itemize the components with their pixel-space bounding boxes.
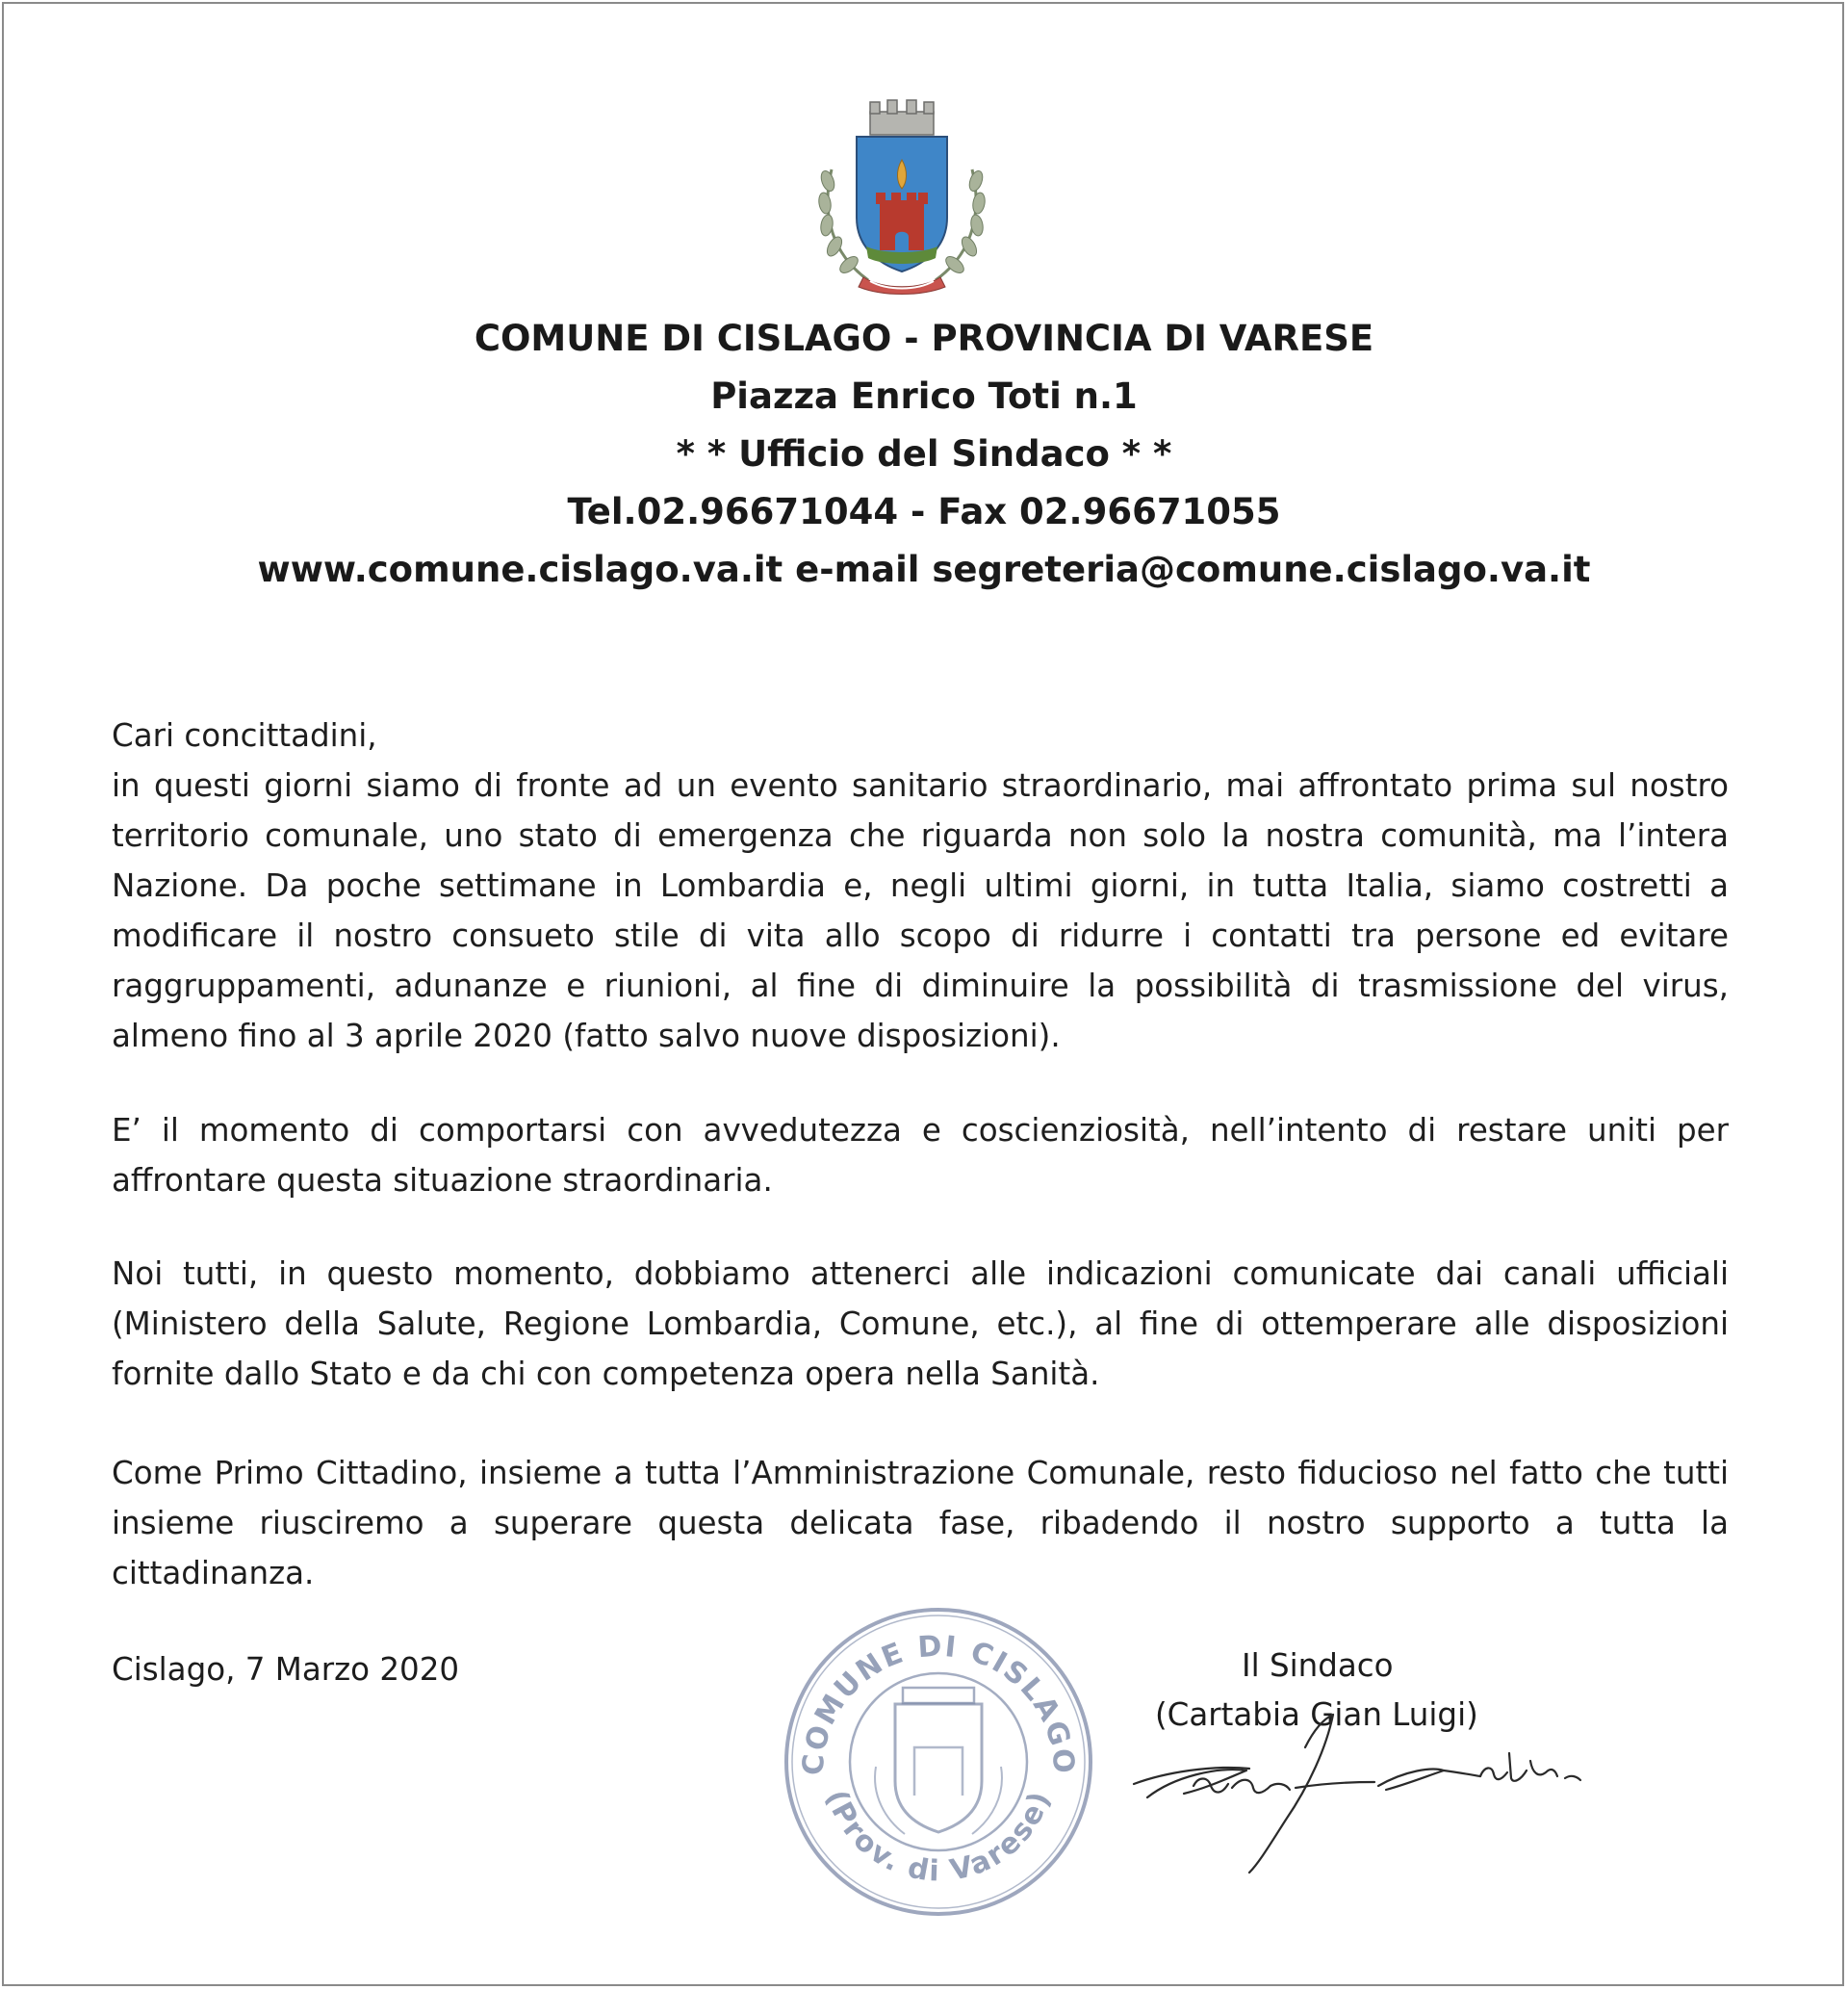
office-name: * * Ufficio del Sindaco * *	[676, 433, 1172, 475]
coat-of-arms-icon	[810, 92, 993, 295]
letter-paragraph-2	[112, 1105, 1729, 1205]
phone-fax: Tel.02.96671044 - Fax 02.96671055	[567, 491, 1281, 532]
stamp-top-text: COMUNE DI CISLAGO	[796, 1629, 1081, 1777]
letter-paragraph-3	[112, 1249, 1729, 1399]
paragraph-4-text: Come Primo Cittadino, insieme a tutta l’Amministrazione Comunale, resto fiducioso nel fatto che tutti insieme riusciremo a superare questa delicata fase, ribadendo il nostro supporto a tutta la cittadinanza.	[112, 1455, 1729, 1591]
letter-paragraph-4	[112, 1448, 1729, 1598]
svg-text:(Prov. di Varese)	[819, 1786, 1058, 1888]
paragraph-3-text: Noi tutti, in questo momento, dobbiamo attenerci alle indicazioni comunicate dai canali ufficiali (Ministero della Salute, Regione Lombardia, Comune, etc.), al fine di ottemperare alle disposizioni fornite dallo Stato e da chi con competenza opera nella Sanità.	[112, 1255, 1729, 1392]
signer-title: Il Sindaco	[1242, 1647, 1394, 1684]
letter-greeting	[112, 711, 1729, 761]
paragraph-1-text: in questi giorni siamo di fronte ad un evento sanitario straordinario, mai affrontato prima sul nostro territorio comunale, uno stato di emergenza che riguarda non solo la nostra comunità, ma l’intera Nazione. Da poche settimane in Lombardia e, negli ultimi giorni, in tutta Italia, siamo costretti a modificare il nostro consueto stile di vita allo scopo di ridurre i contatti tra persone ed evitare raggruppamenti, adunanze e riunioni, al fine di diminuire la possibilità di trasmissione del virus, almeno fino al 3 aprile 2020 (fatto salvo nuove disposizioni).	[112, 767, 1729, 1054]
stamp-bottom-text: (Prov. di Varese)	[819, 1786, 1058, 1889]
letter-paragraph-1	[112, 761, 1729, 1061]
municipality-name: COMUNE DI CISLAGO - PROVINCIA DI VARESE	[474, 318, 1374, 359]
greeting-text: Cari concittadini,	[112, 717, 377, 754]
website-email: www.comune.cislago.va.it e-mail segreteria@comune.cislago.va.it	[257, 549, 1591, 590]
signer-name: (Cartabia Gian Luigi)	[1155, 1696, 1478, 1733]
place-and-date: Cislago, 7 Marzo 2020	[112, 1651, 460, 1688]
handwritten-signature	[1126, 1709, 1607, 1882]
official-stamp-icon	[780, 1603, 1097, 1921]
paragraph-2-text: E’ il momento di comportarsi con avvedutezza e coscienziosità, nell’intento di restare uniti per affrontare questa situazione straordinaria.	[112, 1112, 1729, 1199]
address: Piazza Enrico Toti n.1	[710, 375, 1138, 417]
letterhead	[0, 310, 1848, 599]
